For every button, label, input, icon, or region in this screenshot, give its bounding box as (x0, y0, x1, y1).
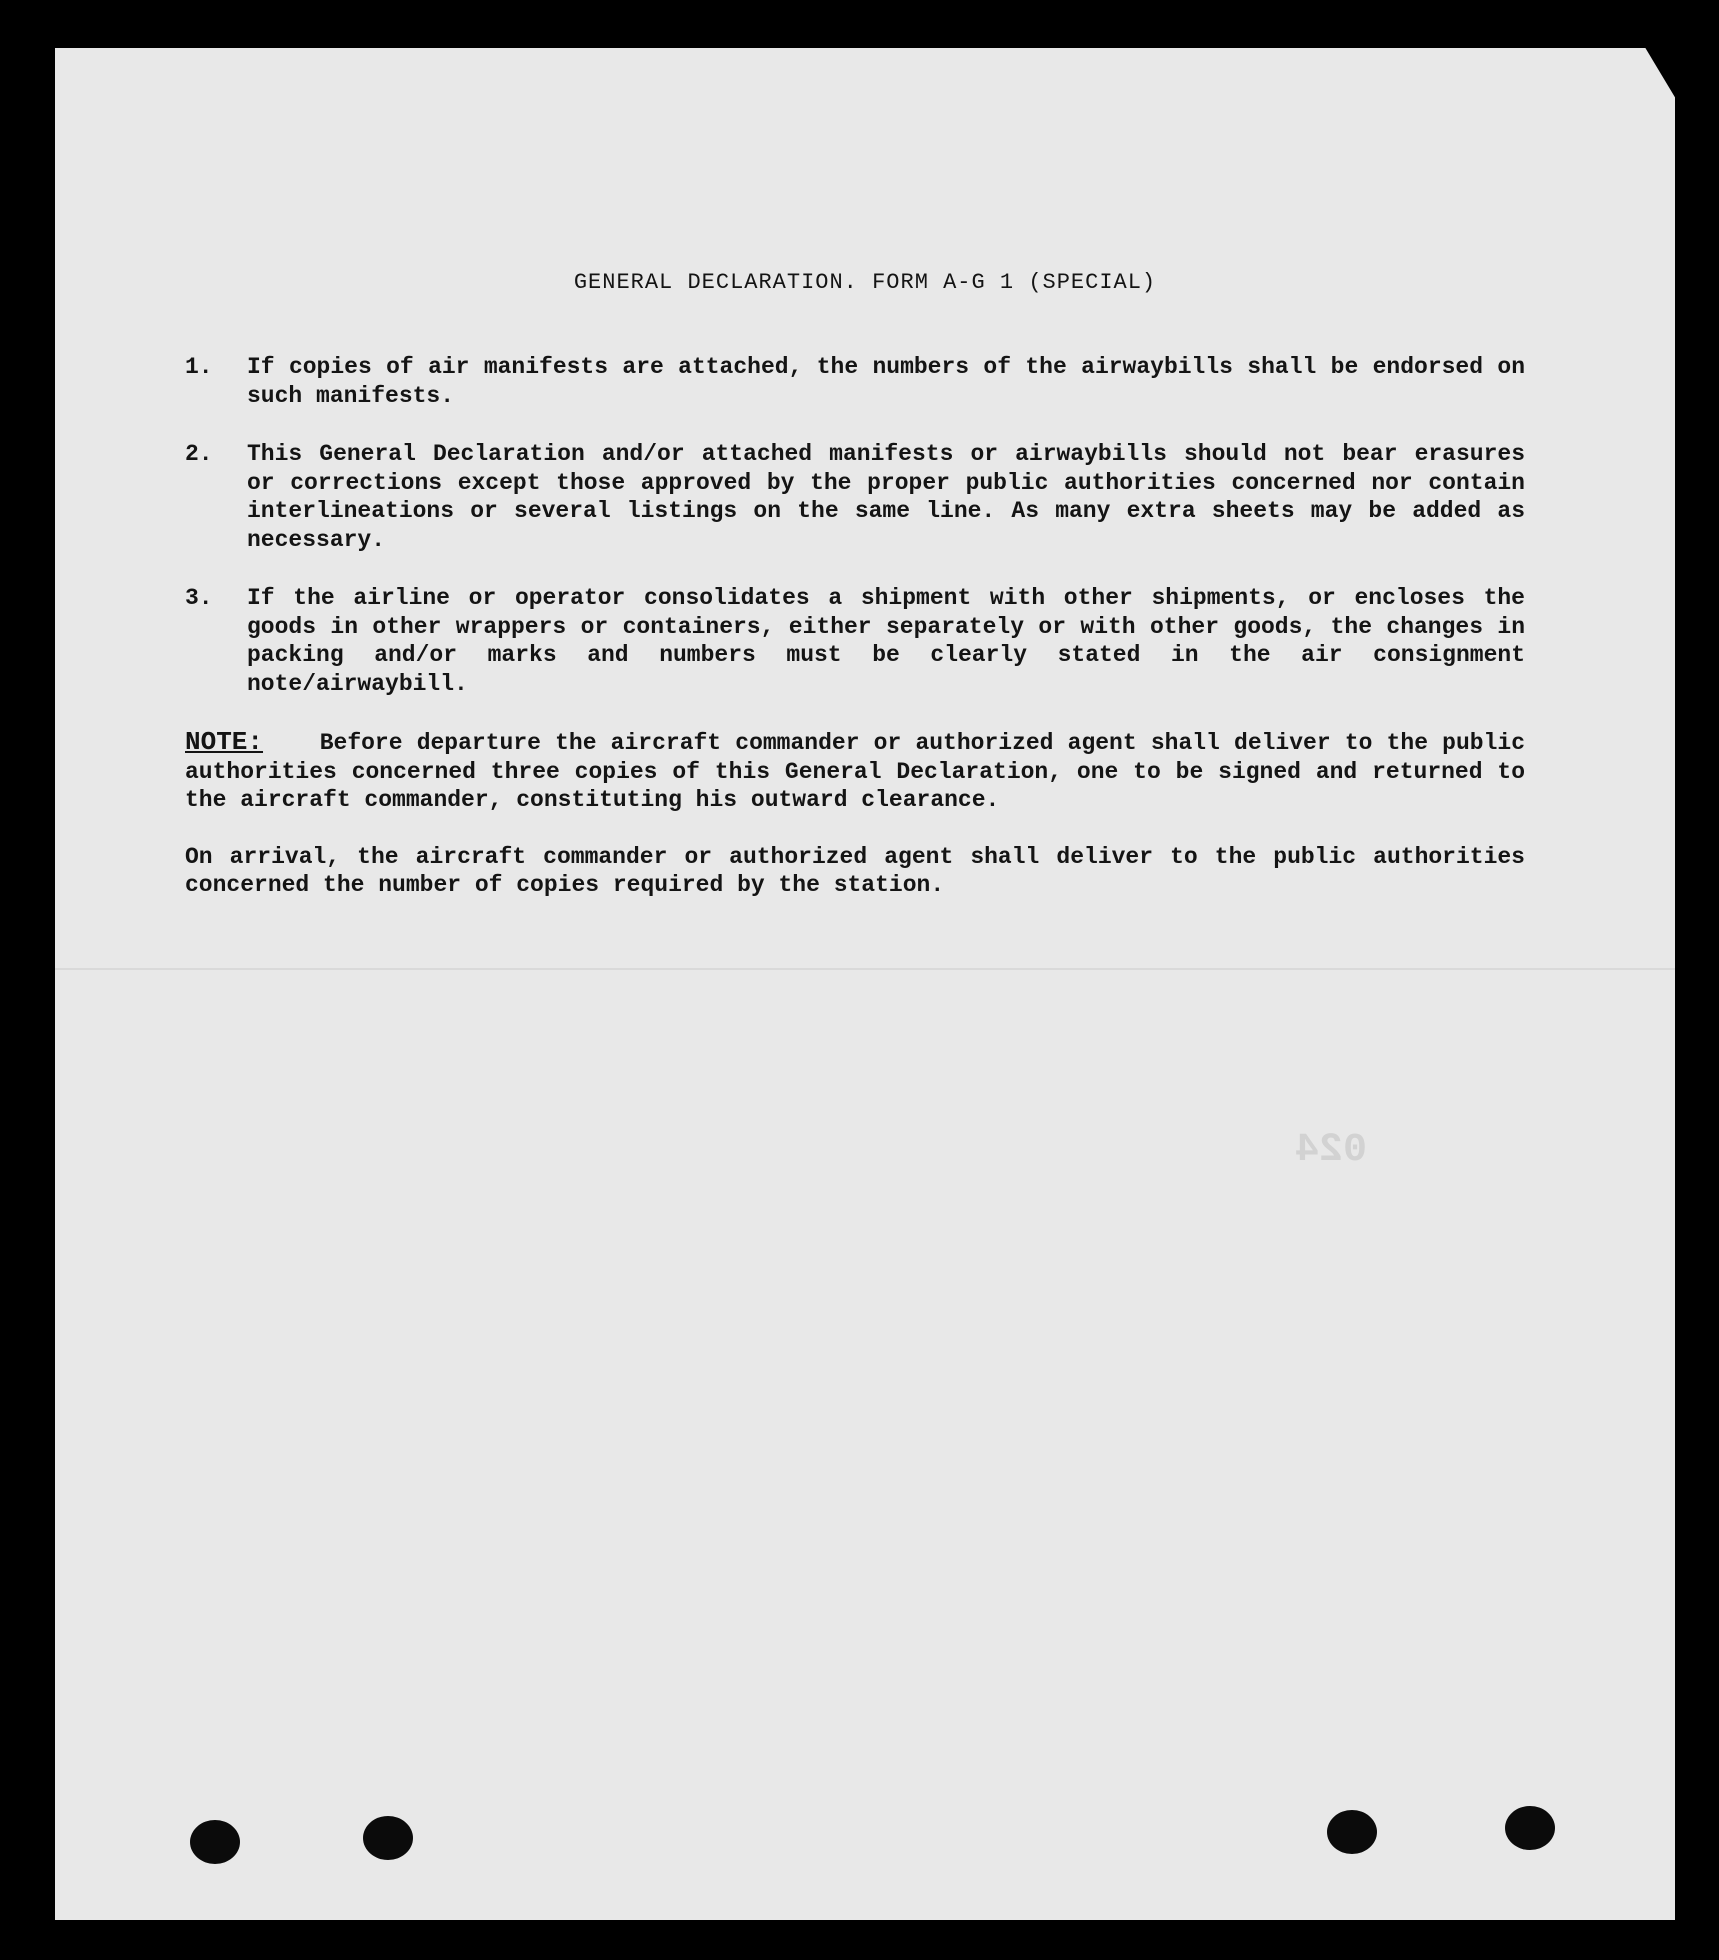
document-page (55, 48, 1675, 1920)
note-paragraph (185, 728, 1525, 815)
list-item (185, 353, 1525, 410)
item-text: If the airline or operator consolidates a shipment with other shipments, or encloses the goods in other wrappers or containers, either separately or with other goods, the changes in packing and/or marks and numbers must be clearly stated in the air consignment note/airwaybill. (247, 585, 1525, 697)
document-body (185, 353, 1525, 900)
list-item (185, 584, 1525, 698)
item-text: This General Declaration and/or attached manifests or airwaybills should not bear erasures or corrections except those approved by the proper public authorities concerned nor contain interlineations or several listings on the same line. As many extra sheets may be added as necessary. (247, 441, 1525, 553)
punch-hole-icon (1327, 1810, 1377, 1854)
document-title: GENERAL DECLARATION. FORM A-G 1 (SPECIAL) (573, 270, 1157, 295)
list-item (185, 440, 1525, 554)
fold-line (55, 968, 1675, 970)
arrival-paragraph: On arrival, the aircraft commander or authorized agent shall deliver to the public authorities concerned the number of copies required by the station. (185, 843, 1525, 898)
bleed-through-number: 024 (1295, 1128, 1368, 1173)
punch-hole-icon (363, 1816, 413, 1860)
punch-hole-icon (1505, 1806, 1555, 1850)
folded-corner (1643, 44, 1679, 104)
note-label: NOTE: (185, 727, 264, 757)
item-text: If copies of air manifests are attached, the numbers of the airwaybills shall be endorsed on such manifests. (247, 354, 1525, 409)
item-number: 3. (185, 585, 213, 611)
punch-hole-icon (190, 1820, 240, 1864)
item-number: 1. (185, 354, 213, 380)
item-number: 2. (185, 441, 213, 467)
note-text: Before departure the aircraft commander or authorized agent shall deliver to the public authorities concerned three copies of this General Declaration, one to be signed and returned to the aircraft commander, constituting his outward clearance. (185, 730, 1525, 813)
